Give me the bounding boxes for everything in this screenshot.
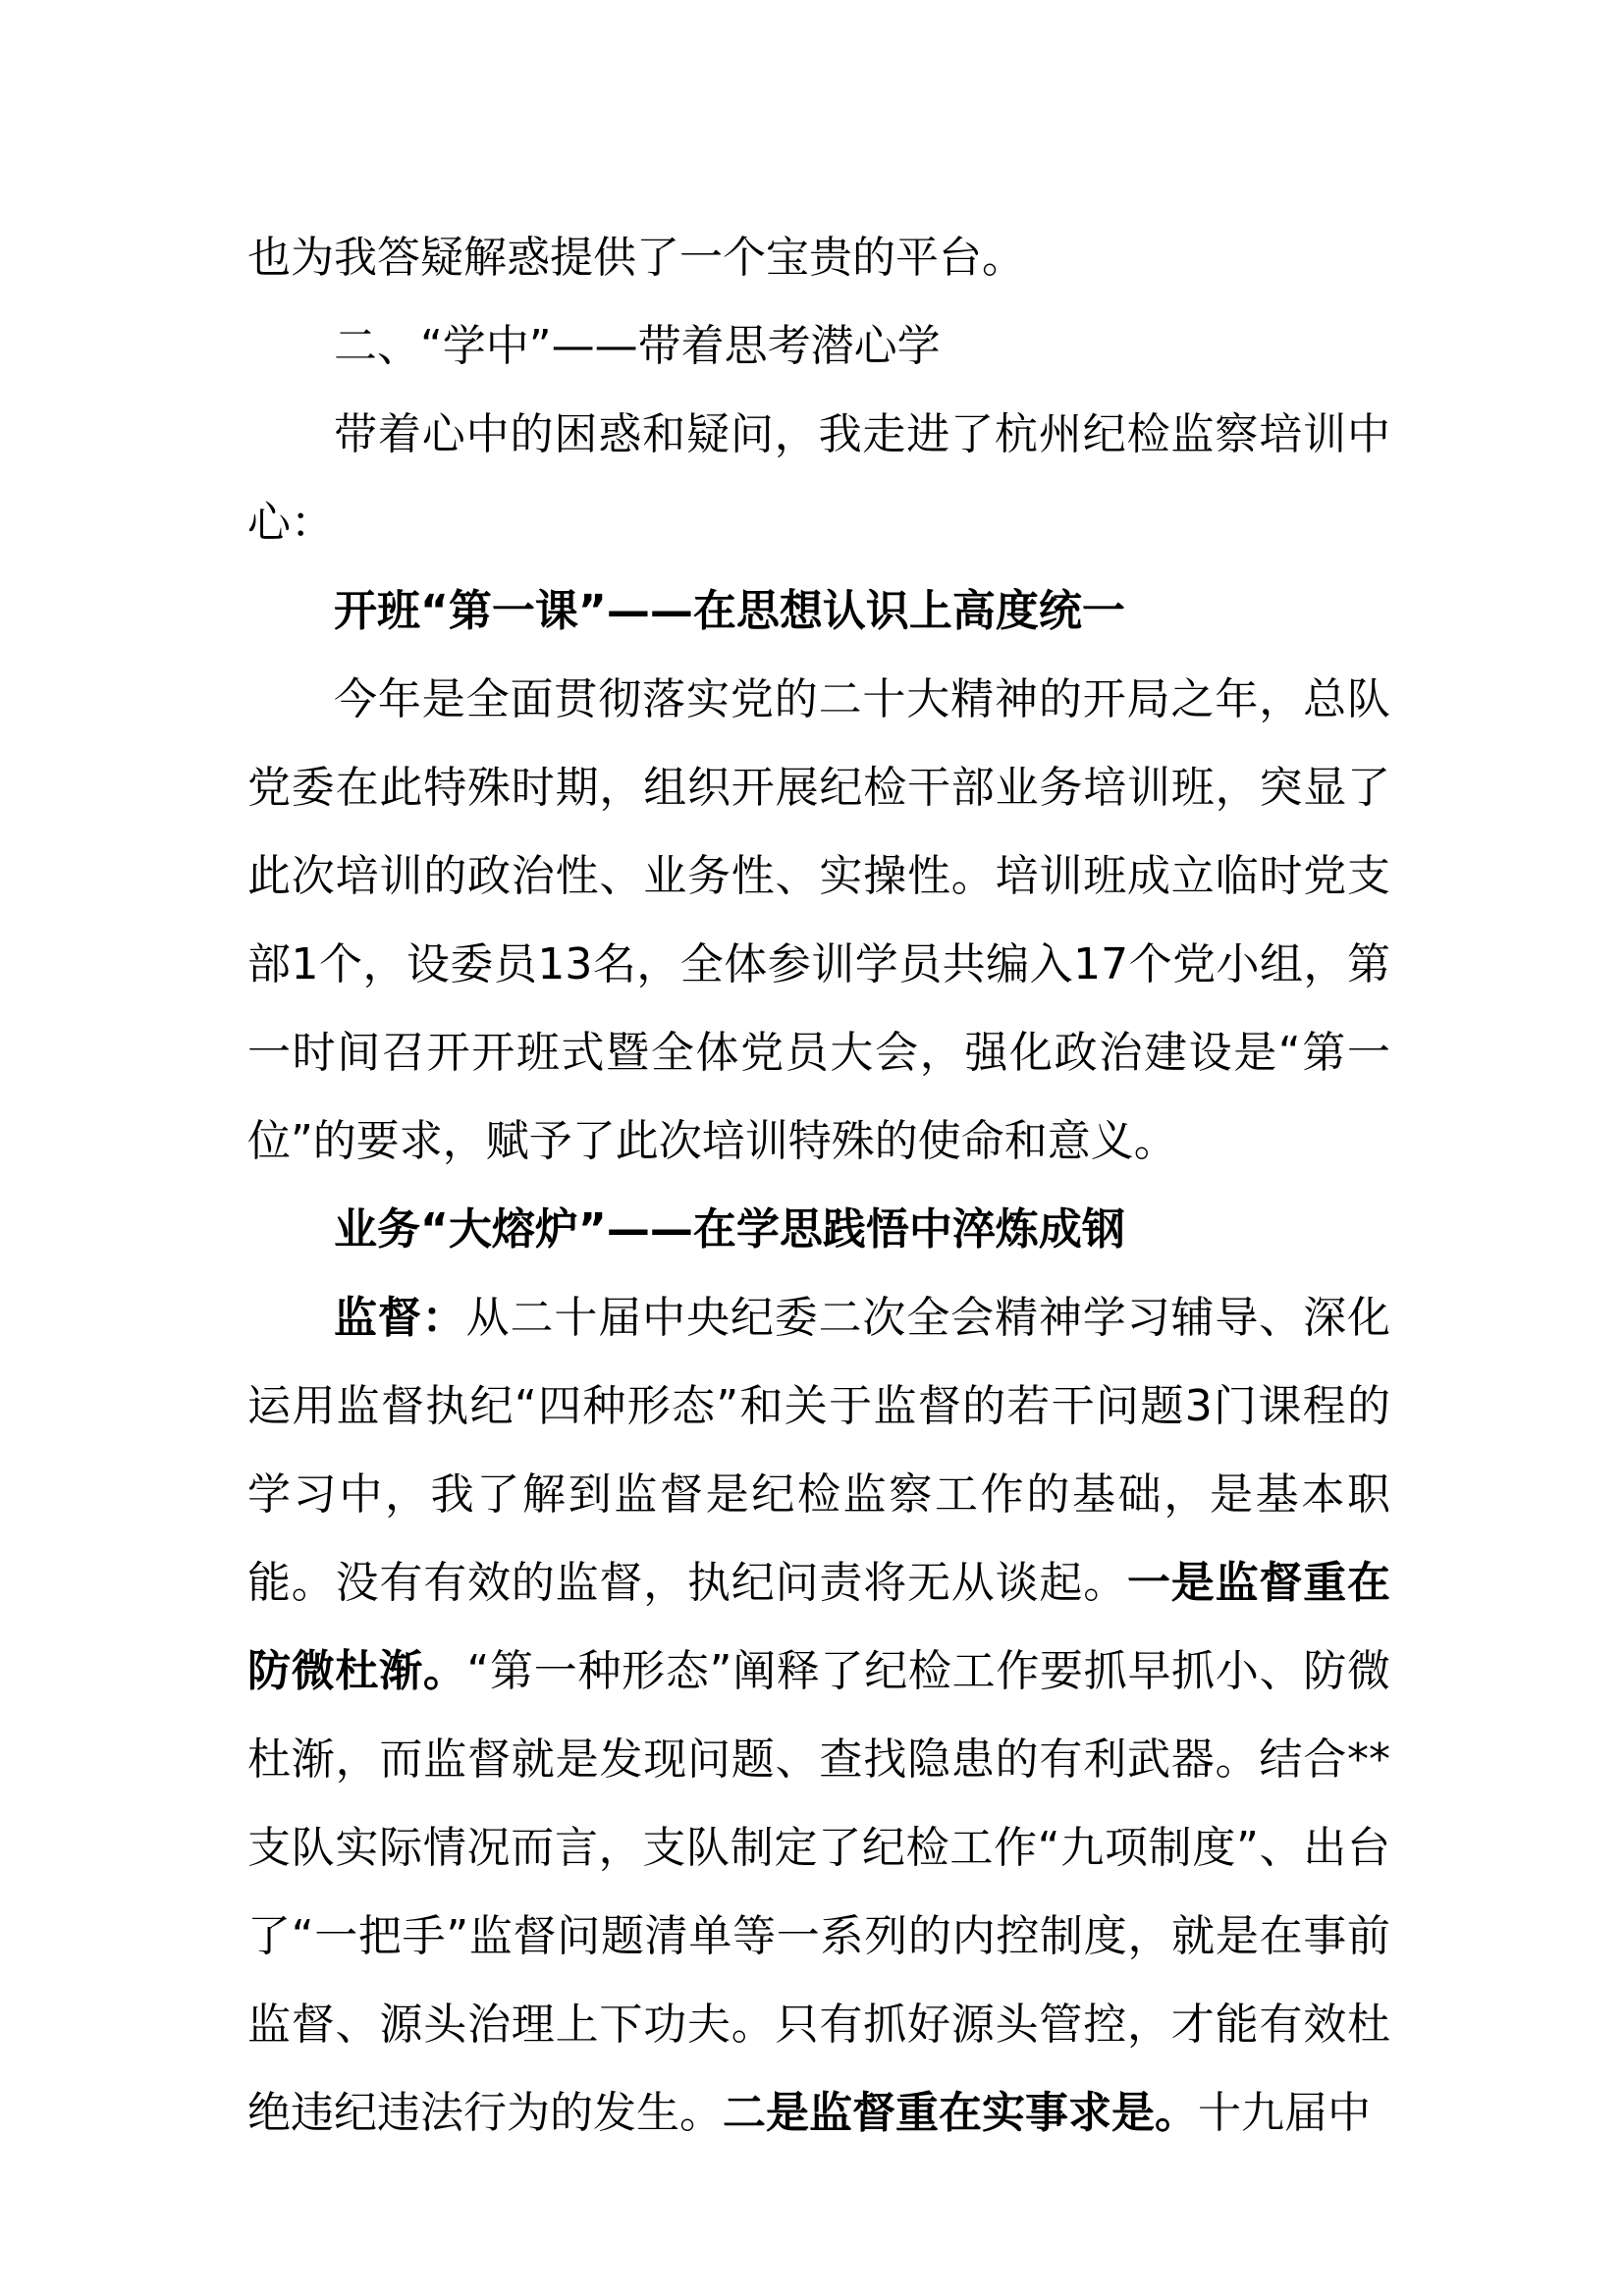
- subheading-furnace: 业务“大熔炉”——在学思践悟中淬炼成钢: [334, 1204, 1125, 1255]
- paragraph-supervision: [247, 1274, 1390, 2158]
- supervision-point-1: 一是监督重在防微杜渐。: [247, 1558, 1390, 1696]
- section-heading: 二、“学中”——带着思考潜心学: [334, 321, 941, 371]
- supervision-text-1: 从二十届中央纪委二次全会精神学习辅导、深化运用监督执纪“四种形态”和关于监督的若干问题3门课程的学习中，我了解到监督是纪检监察工作的基础，是基本职能。没有有效的监督，执纪问责将无从谈起。: [247, 1293, 1390, 1608]
- paragraph-intro: 带着心中的困惑和疑问，我走进了杭州纪检监察培训中心：: [247, 409, 1390, 548]
- supervision-text-2: “第一种形态”阐释了纪检工作要抓早抓小、防微杜渐，而监督就是发现问题、查找隐患的有利武器。结合**支队实际情况而言，支队制定了纪检工作“九项制度”、出台了“一把手”监督问题清单等一系列的内控制度，就是在事前监督、源头治理上下功夫。只有抓好源头管控，才能有效杜绝违纪违法行为的发生。: [247, 1646, 1391, 2138]
- document-body: [247, 214, 1390, 2158]
- supervision-text-3: 十九届中: [1198, 2088, 1371, 2138]
- paragraph-continuation: 也为我答疑解惑提供了一个宝贵的平台。: [247, 233, 1025, 283]
- supervision-point-2: 二是监督重在实事求是。: [723, 2088, 1198, 2138]
- paragraph-first-lesson: 今年是全面贯彻落实党的二十大精神的开局之年，总队党委在此特殊时期，组织开展纪检干部业务培训班，突显了此次培训的政治性、业务性、实操性。培训班成立临时党支部1个，设委员13名，全体参训学员共编入17个党小组，第一时间召开开班式暨全体党员大会，强化政治建设是“第一位”的要求，赋予了此次培训特殊的使命和意义。: [247, 674, 1390, 1166]
- supervision-lead: 监督：: [334, 1293, 466, 1343]
- subheading-first-lesson: 开班“第一课”——在思想认识上高度统一: [334, 586, 1125, 636]
